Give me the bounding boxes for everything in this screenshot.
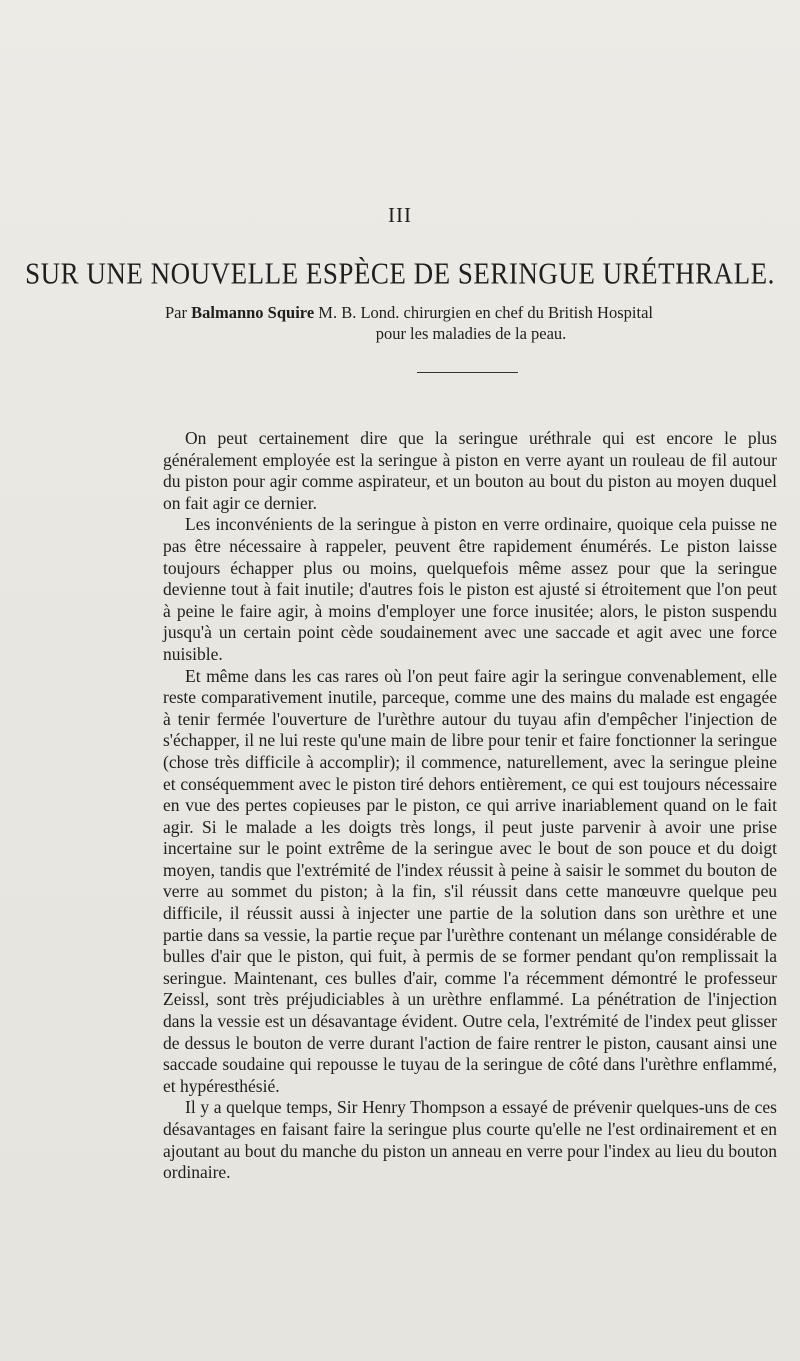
byline-prefix: Par <box>165 303 187 322</box>
paragraph: Les inconvénients de la seringue à piston en verre ordinaire, quoique cela puisse ne pas être nécessaire à rappeler, peuvent être rapidement énumérés. Le piston laisse toujours échapper plus ou moins, quelquefois même assez pour que la seringue devienne tout à fait inutile; d'autres fois le piston est ajusté si étroitement que l'on peut à peine le faire agir, à moins d'employer une force inusitée; alors, le piston suspendu jusqu'à un certain point cède soudainement avec une saccade et agit avec une force nuisible. <box>163 514 777 664</box>
section-divider <box>417 372 518 373</box>
byline-line-2: pour les maladies de la peau. <box>375 324 567 343</box>
paragraph: Il y a quelque temps, Sir Henry Thompson a essayé de prévenir quelques-uns de ces désavantages en faisant faire la seringue plus courte qu'elle ne l'est ordinairement et en ajoutant au bout du manche du piston un anneau en verre pour l'index au lieu du bouton ordinaire. <box>163 1097 777 1183</box>
paragraph: Et même dans les cas rares où l'on peut faire agir la seringue convenablement, elle reste comparativement inutile, parceque, comme une des mains du malade est engagée à tenir fermée l'ouverture de l'urèthre autour du tuyau afin d'empêcher l'injection de s'échapper, il ne lui reste qu'une main de libre pour tenir et faire fonctionner la seringue (chose très difficile à accomplir); il commence, naturellement, avec la seringue pleine et conséquemment avec le piston tiré dehors entièrement, ce qui est toujours nécessaire en vue des pertes copieuses par le piston, ce qui arrive inariablement quand on le fait agir. Si le malade a les doigts très longs, il peut juste parvenir à avoir une prise incertaine sur le point extrême de la seringue avec le bout de son pouce et du doigt moyen, tandis que l'extrémité de l'index réussit à peine à saisir le sommet du bouton de verre au sommet du piston; à la fin, s'il réussit dans cette manœuvre quelque peu difficile, il réussit aussi à injecter une partie de la solution dans son urèthre et une partie dans sa vessie, la partie reçue par l'urèthre contenant un mélange considérable de bulles d'air que le piston, qui fuit, à permis de se former pendant qu'on remplissait la seringue. Maintenant, ces bulles d'air, comme l'a récemment démontré le professeur Zeissl, sont très préjudiciables à un urèthre enflammé. La pénétration de l'injection dans la vessie est un désavantage évident. Outre cela, l'extrémité de l'index peut glisser de dessus le bouton de verre durant l'action de faire rentrer le piston, causant ainsi une saccade soudaine qui repousse le tuyau de la seringue de côté dans l'urèthre enflammé, et hypéresthésié. <box>163 665 777 1096</box>
article-body <box>163 428 777 1184</box>
paragraph: On peut certainement dire que la seringue uréthrale qui est encore le plus généralement employée est la seringue à piston en verre ayant un rouleau de fil autour du piston pour agir comme aspirateur, et un bouton au bout du piston au moyen duquel on fait agir ce dernier. <box>163 428 777 513</box>
article-title: SUR UNE NOUVELLE ESPÈCE DE SERINGUE URÉTHRALE. <box>25 255 775 291</box>
author-name: Balmanno Squire <box>191 303 315 322</box>
byline <box>165 302 777 344</box>
section-number: III <box>388 203 412 227</box>
author-credentials: M. B. Lond. chirurgien en chef du British Hospital <box>318 303 653 322</box>
